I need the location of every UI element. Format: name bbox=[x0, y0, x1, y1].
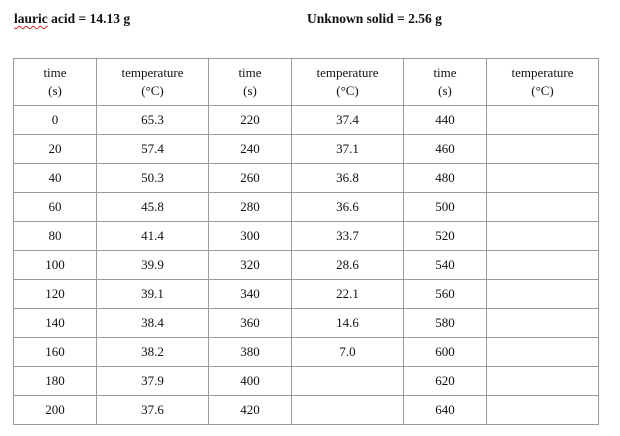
table-cell bbox=[487, 338, 599, 367]
table-cell bbox=[487, 280, 599, 309]
table-cell: 400 bbox=[209, 367, 292, 396]
table-cell: 280 bbox=[209, 193, 292, 222]
table-cell: 36.6 bbox=[292, 193, 404, 222]
table-row bbox=[14, 396, 599, 425]
table-cell: 37.4 bbox=[292, 106, 404, 135]
spellcheck-flagged-word: lauric bbox=[14, 11, 48, 26]
table-cell bbox=[487, 251, 599, 280]
table-cell: 38.2 bbox=[97, 338, 209, 367]
table-cell: 140 bbox=[14, 309, 97, 338]
table-cell: 65.3 bbox=[97, 106, 209, 135]
table-cell: 28.6 bbox=[292, 251, 404, 280]
table-cell: 360 bbox=[209, 309, 292, 338]
table-row bbox=[14, 193, 599, 222]
table-row bbox=[14, 338, 599, 367]
table-cell: 340 bbox=[209, 280, 292, 309]
table-cell: 100 bbox=[14, 251, 97, 280]
table-cell: 39.9 bbox=[97, 251, 209, 280]
unknown-solid-mass-heading: Unknown solid = 2.56 g bbox=[307, 11, 442, 26]
header-temperature-col-3: temperature (°C) bbox=[487, 59, 599, 106]
header-temperature-col-2: temperature (°C) bbox=[292, 59, 404, 106]
table-cell: 500 bbox=[404, 193, 487, 222]
table-row bbox=[14, 280, 599, 309]
table-cell: 620 bbox=[404, 367, 487, 396]
table-cell bbox=[487, 396, 599, 425]
lauric-acid-mass-value: acid = 14.13 g bbox=[47, 11, 131, 26]
table-cell: 60 bbox=[14, 193, 97, 222]
table-cell: 580 bbox=[404, 309, 487, 338]
table-cell: 80 bbox=[14, 222, 97, 251]
table-header-row bbox=[14, 59, 599, 106]
table-cell: 14.6 bbox=[292, 309, 404, 338]
table-cell: 440 bbox=[404, 106, 487, 135]
table-row bbox=[14, 251, 599, 280]
table-cell: 260 bbox=[209, 164, 292, 193]
table-row bbox=[14, 309, 599, 338]
table-cell bbox=[487, 135, 599, 164]
table-cell: 50.3 bbox=[97, 164, 209, 193]
table-cell: 120 bbox=[14, 280, 97, 309]
table-cell bbox=[487, 222, 599, 251]
table-row bbox=[14, 164, 599, 193]
table-cell: 180 bbox=[14, 367, 97, 396]
table-cell bbox=[292, 367, 404, 396]
table-cell: 380 bbox=[209, 338, 292, 367]
table-cell: 45.8 bbox=[97, 193, 209, 222]
table-cell: 480 bbox=[404, 164, 487, 193]
table-cell: 38.4 bbox=[97, 309, 209, 338]
table-cell: 7.0 bbox=[292, 338, 404, 367]
table-cell: 160 bbox=[14, 338, 97, 367]
header-temperature-col-1: temperature (°C) bbox=[97, 59, 209, 106]
table-cell: 600 bbox=[404, 338, 487, 367]
table-cell: 560 bbox=[404, 280, 487, 309]
table-cell: 57.4 bbox=[97, 135, 209, 164]
table-cell: 41.4 bbox=[97, 222, 209, 251]
table-cell bbox=[487, 164, 599, 193]
table-cell: 37.9 bbox=[97, 367, 209, 396]
table-cell: 0 bbox=[14, 106, 97, 135]
table-cell bbox=[487, 309, 599, 338]
header-time-col-2: time (s) bbox=[209, 59, 292, 106]
table-cell: 520 bbox=[404, 222, 487, 251]
table-cell: 540 bbox=[404, 251, 487, 280]
table-cell: 37.1 bbox=[292, 135, 404, 164]
table-cell: 20 bbox=[14, 135, 97, 164]
table-cell: 460 bbox=[404, 135, 487, 164]
header-time-col-3: time (s) bbox=[404, 59, 487, 106]
table-cell: 36.8 bbox=[292, 164, 404, 193]
table-row bbox=[14, 106, 599, 135]
table-cell: 320 bbox=[209, 251, 292, 280]
header-time-col-1: time (s) bbox=[14, 59, 97, 106]
cooling-data-table bbox=[13, 58, 599, 425]
table-cell bbox=[487, 106, 599, 135]
table-cell: 37.6 bbox=[97, 396, 209, 425]
table-cell: 22.1 bbox=[292, 280, 404, 309]
table-cell: 640 bbox=[404, 396, 487, 425]
table-cell: 200 bbox=[14, 396, 97, 425]
table-cell: 420 bbox=[209, 396, 292, 425]
table-cell: 39.1 bbox=[97, 280, 209, 309]
table-row bbox=[14, 367, 599, 396]
lauric-acid-mass-heading bbox=[14, 11, 130, 27]
table-cell bbox=[292, 396, 404, 425]
table-row bbox=[14, 222, 599, 251]
table-cell: 33.7 bbox=[292, 222, 404, 251]
table-cell bbox=[487, 193, 599, 222]
table-cell: 40 bbox=[14, 164, 97, 193]
table-cell: 300 bbox=[209, 222, 292, 251]
table-row bbox=[14, 135, 599, 164]
table-cell: 240 bbox=[209, 135, 292, 164]
table-cell: 220 bbox=[209, 106, 292, 135]
table-cell bbox=[487, 367, 599, 396]
